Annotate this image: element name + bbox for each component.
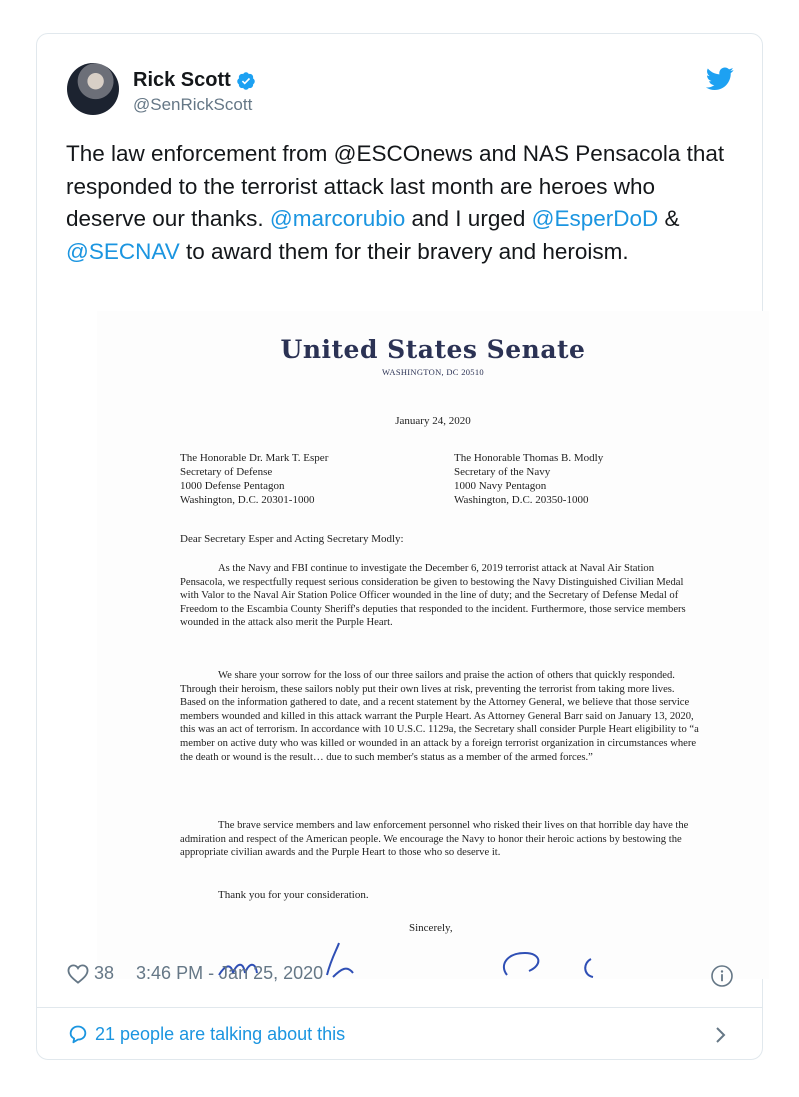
letterhead-location: WASHINGTON, DC 20510 <box>382 367 484 377</box>
address-line: Secretary of Defense <box>180 466 273 478</box>
chevron-right-icon[interactable] <box>714 1024 728 1046</box>
address-line: Secretary of the Navy <box>454 466 551 478</box>
tweet-card <box>36 33 763 1060</box>
tweet-text-part: The law enforcement from @ESCOnews and NAS Pensacola that responded to the terrorist attack last month are heroes who deserve our thanks. <box>66 141 725 231</box>
letter-paragraph-3: The brave service members and law enforcement personnel who risked their lives on that horrible day have the admiration and respect of the American people. We encourage the Navy to honor their heroic actions by bestowing the appropriate civilian awards and the Purple Heart to those who so deserve it. <box>180 820 689 859</box>
tweet-text-part: to award them for their bravery and heroism. <box>179 238 629 264</box>
address-line: The Honorable Dr. Mark T. Esper <box>180 452 329 464</box>
author-name[interactable]: Rick Scott <box>133 69 231 91</box>
heart-icon[interactable] <box>67 964 89 984</box>
avatar[interactable] <box>67 63 119 115</box>
address-line: 1000 Navy Pentagon <box>454 480 547 492</box>
letter-salutation: Dear Secretary Esper and Acting Secretary Modly: <box>180 533 404 545</box>
address-line: The Honorable Thomas B. Modly <box>454 452 604 464</box>
tweet-text-part: and I urged <box>405 206 532 231</box>
conversation-link[interactable] <box>67 1023 345 1045</box>
mention-link-secnav[interactable]: @SECNAV <box>66 238 180 264</box>
tweet-body <box>66 138 736 268</box>
letter-date: January 24, 2020 <box>395 415 471 427</box>
letter-thanks: Thank you for your consideration. <box>218 889 369 901</box>
letter-paragraph-2: We share your sorrow for the loss of our three sailors and praise the action of others that quickly responded. Through their heroism, these sailors nobly put their own lives at risk, preventing the terrorist from taking more lives. Based on the information gathered to date, and a recent statement by the Attorney General, we believe that those service members wounded and killed in this attack warrant the Purple Heart. As Attorney General Barr said on January 13, 2020, this was an act of terrorism. In accordance with 10 U.S.C. 1129a, the Secretary shall consider Purple Heart eligibility to “a member on active duty who was killed or wounded in an attack by a foreign terrorist organization in circumstances where the death or wound is the result… due to such member's status as a member of the armed forces.” <box>180 670 699 763</box>
verified-badge-icon <box>236 71 256 91</box>
letter-closing: Sincerely, <box>409 922 453 934</box>
letter-paragraph-1: As the Navy and FBI continue to investigate the December 6, 2019 terrorist attack at Naval Air Station Pensacola, we respectfully request serious consideration be given to bestowing the Navy Distinguished Civilian Medal with Valor to the Naval Air Station Police Officer wounded in the line of duty; and the Secretary of Defense Medal of Freedom to the Escambia County Sheriff's deputies that responded to the incident. Furthermore, those service members wounded in the attack also merit the Purple Heart. <box>180 563 686 629</box>
address-line: Washington, D.C. 20301-1000 <box>180 494 315 506</box>
letterhead-title: United States Senate <box>280 335 586 364</box>
comment-bubble-icon <box>67 1023 89 1045</box>
like-count[interactable]: 38 <box>94 963 115 983</box>
recipient-esper <box>180 451 328 507</box>
twitter-bird-icon[interactable] <box>706 67 734 91</box>
address-line: Washington, D.C. 20350-1000 <box>454 494 589 506</box>
mention-link-esperdod[interactable]: @EsperDoD <box>531 206 659 231</box>
recipient-modly <box>454 451 603 507</box>
tweet-text-part: & <box>658 206 680 231</box>
conversation-count[interactable]: 21 people are talking about this <box>95 1023 346 1044</box>
divider <box>37 1007 762 1008</box>
address-line: 1000 Defense Pentagon <box>180 480 285 492</box>
tweet-meta-row <box>67 963 323 984</box>
mention-link-marcorubio[interactable]: @marcorubio <box>269 206 406 231</box>
attached-letter-image[interactable] <box>97 311 769 979</box>
info-icon[interactable] <box>710 964 734 988</box>
tweet-timestamp[interactable]: 3:46 PM - Jan 25, 2020 <box>136 963 324 983</box>
author-handle[interactable]: @SenRickScott <box>133 95 253 114</box>
author-name-row[interactable] <box>133 69 256 92</box>
